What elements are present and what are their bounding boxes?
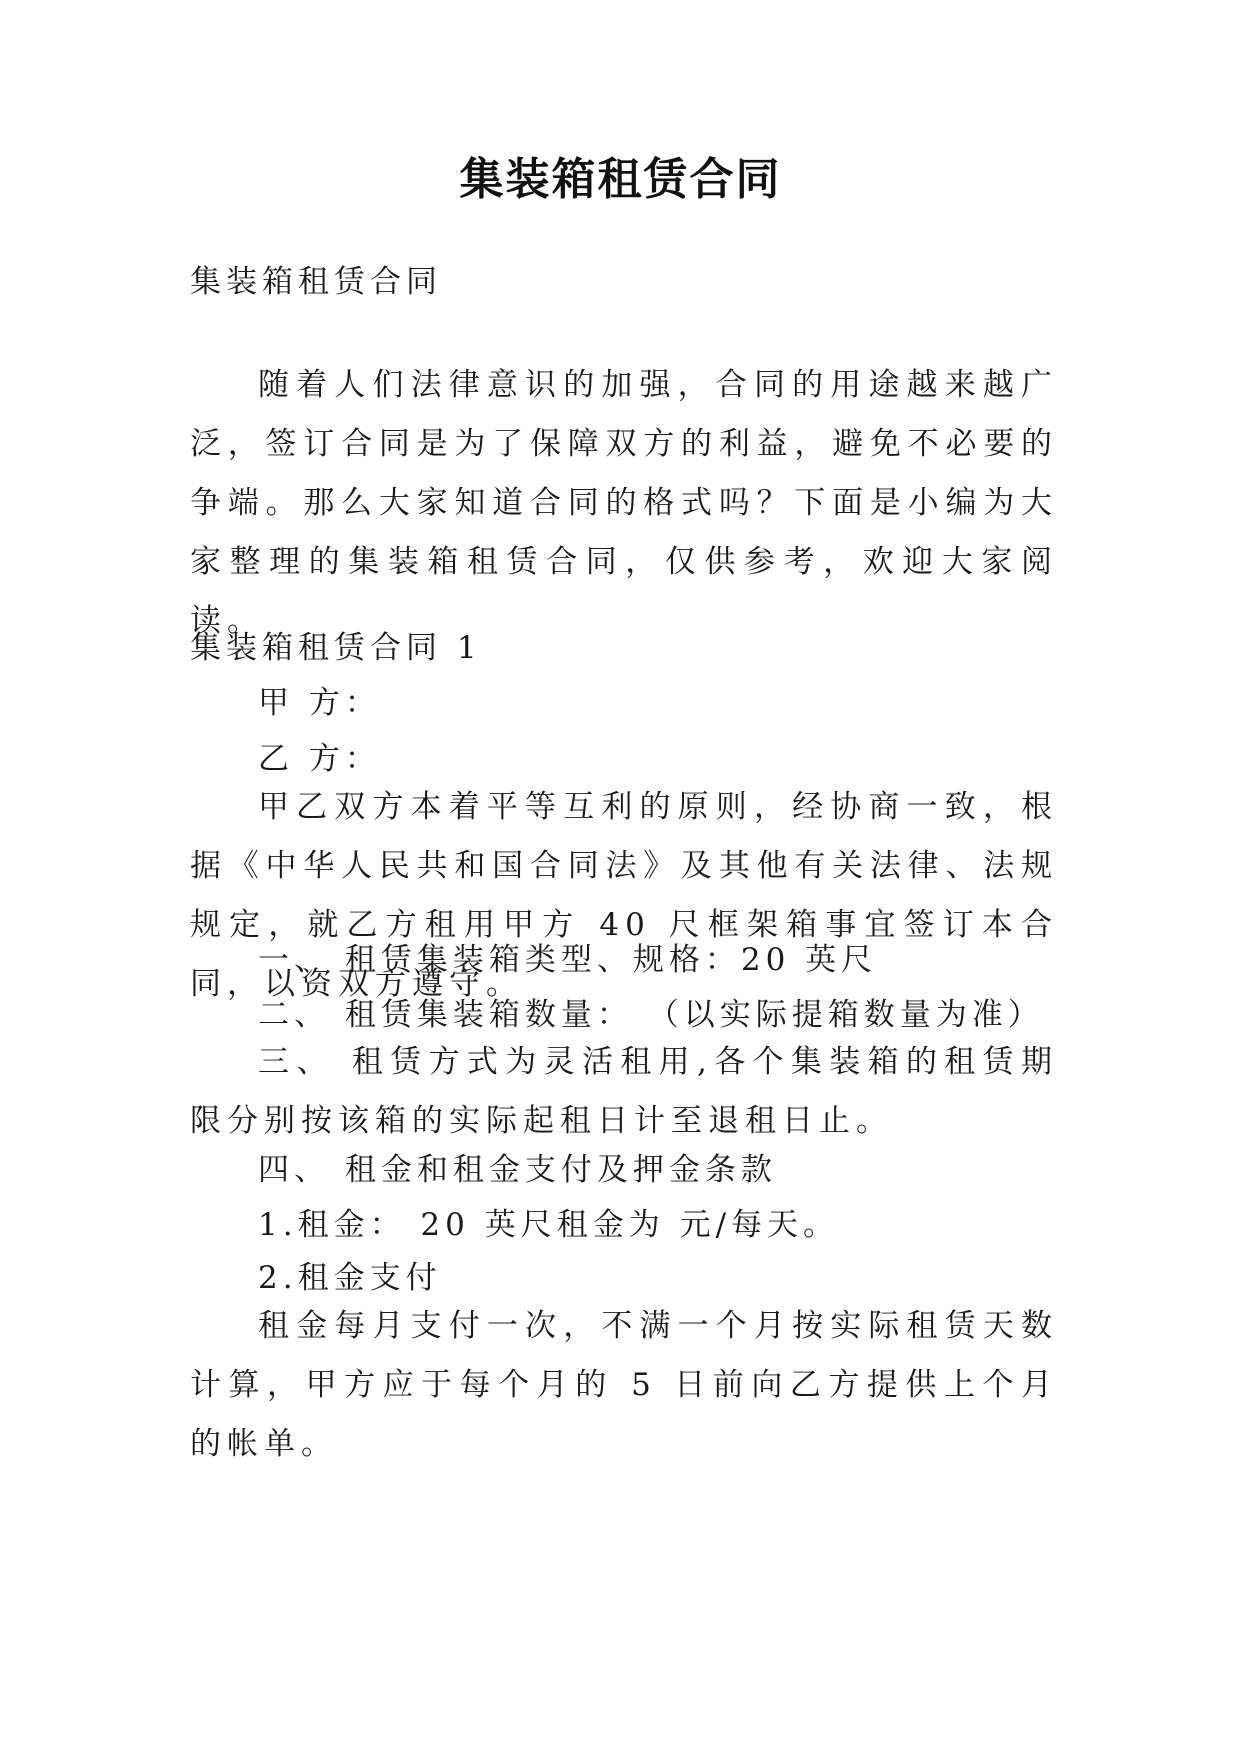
intro-paragraph: 随着人们法律意识的加强，合同的用途越来越广泛，签订合同是为了保障双方的利益，避免不必要的争端。那么大家知道合同的格式吗？下面是小编为大家整理的集装箱租赁合同，仅供参考，欢迎大家阅读。 bbox=[190, 367, 1058, 639]
document-subtitle: 集装箱租赁合同 bbox=[190, 264, 442, 300]
item-1: 1.租金： 20 英尺租金为 元/每天。 bbox=[258, 1207, 840, 1243]
payment-paragraph: 租金每月支付一次，不满一个月按实际租赁天数计算，甲方应于每个月的 5 日前向乙方提供上个月的帐单。 bbox=[190, 1308, 1058, 1462]
section-title: 集装箱租赁合同 1 bbox=[190, 630, 482, 666]
party-a-line: 甲 方： bbox=[258, 685, 381, 721]
clause-3: 三、 租赁方式为灵活租用,各个集装箱的租赁期限分别按该箱的实际起租日计至退租日止。 bbox=[190, 1044, 1058, 1139]
clause-2: 二、 租赁集装箱数量： （以实际提箱数量为准） bbox=[258, 997, 1044, 1033]
party-b-line: 乙 方： bbox=[258, 741, 381, 777]
item-2: 2.租金支付 bbox=[258, 1260, 442, 1296]
preamble-paragraph: 甲乙双方本着平等互利的原则，经协商一致，根据《中华人民共和国合同法》及其他有关法律、法规规定，就乙方租用甲方 40 尺框架箱事宜签订本合同，以资双方遵守。 bbox=[190, 789, 1058, 1002]
clause-4: 四、 租金和租金支付及押金条款 bbox=[258, 1152, 777, 1188]
clause-1: 一、 租赁集装箱类型、规格：20 英尺 bbox=[258, 942, 878, 978]
document-title: 集装箱租赁合同 bbox=[459, 154, 782, 205]
